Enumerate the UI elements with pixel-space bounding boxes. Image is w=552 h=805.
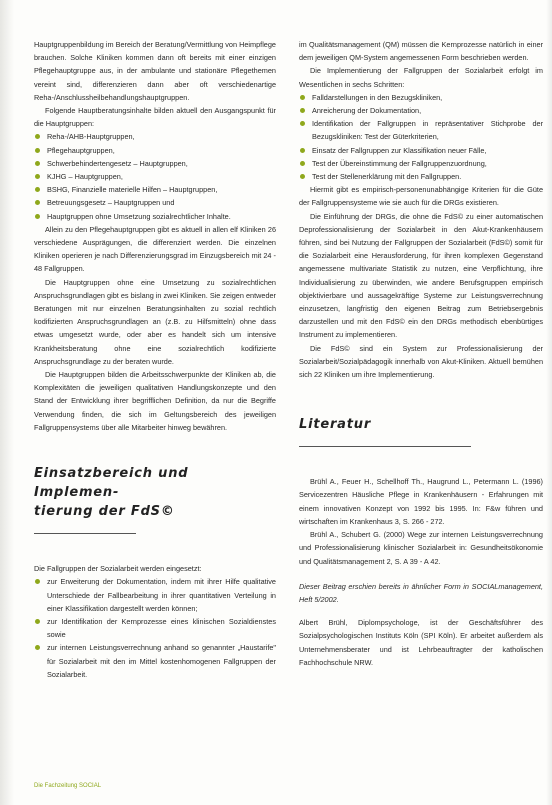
list-item: zur Erweiterung der Dokumentation, indem mit ihrer Hilfe qualitative Unterschiede der Fallbearbeitung in ihrer quantitativen Verteilung in einer Klassifikation dargestellt werden können;	[34, 575, 276, 615]
page-shadow-left	[0, 0, 14, 805]
reference-item: Brühl A., Feuer H., Schellhoff Th., Haugrund L., Petermann L. (1996) Servicezentren Häusliche Pflege in Krankenhäusern - Erfahrungen mit einem innovativen Konzept von 1992 bis 1995. In: F&w führen und wirtschaften im Krankenhaus 3, S. 266 - 272.	[299, 477, 543, 526]
section-heading-einsatzbereich: Einsatzbereich und Implemen- tierung der FdS©	[34, 464, 276, 540]
paragraph-pflege: Allein zu den Pflegehauptgruppen gibt es aktuell in allen elf Kliniken 26 verschiedene Ausprägungen, die differenziert werden. Die einzelnen Kliniken operieren je nach Differenzierungsgrad im Einzugsbereich mit 24 - 48 Fallgruppen.	[34, 224, 276, 274]
list-item: Einsatz der Fallgruppen zur Klassifikation neuer Fälle,	[299, 144, 543, 157]
bullet-icon	[300, 174, 305, 179]
bullet-icon	[35, 200, 40, 205]
bullet-icon	[35, 161, 40, 166]
right-column	[299, 38, 543, 669]
paragraph-intro: Hauptgruppenbildung im Bereich der Beratung/Vermittlung von Heimpflege brauchen. Solche Kliniken kommen dann oft bereits mit einer einzigen Pflegehauptgruppe aus, in der ambulante und stationäre Pflegethemen vereint sind, differenzieren dann aber oft verschiedenartige Reha-/Anschlussheilbehandlungshauptgruppen.	[34, 40, 276, 102]
list-item: Pflegehauptgruppen,	[34, 144, 276, 157]
list-item: Identifikation der Fallgruppen in repräsentativer Stichprobe der Bezugskliniken: Test der Güterkriterien,	[299, 117, 543, 143]
page-footer: Die Fachzeitung SOCIAL	[34, 783, 102, 789]
bullet-icon	[35, 148, 40, 153]
bullet-icon	[300, 95, 305, 100]
paragraph-hiermit: Hiermit gibt es empirisch-personenunabhängige Kriterien für die Güte der Fallgruppensysteme wie sie auch für die DRGs existieren.	[299, 185, 543, 208]
list-item: Falldarstellungen in den Bezugskliniken,	[299, 91, 543, 104]
paragraph-hauptgruppen: Folgende Hauptberatungsinhalte bilden aktuell den Ausgangspunkt für die Hauptgruppen:	[34, 106, 276, 129]
paragraph-implementierung: Die Implementierung der Fallgruppen der Sozialarbeit erfolgt im Wesentlichen in sechs Schritten:	[299, 66, 543, 89]
list-item: zur Identifikation der Kernprozesse eines klinischen Sozialdienstes sowie	[34, 615, 276, 641]
bullet-icon	[300, 161, 305, 166]
paragraph-drgs: Die Einführung der DRGs, die ohne die FdS© zu einer automatischen Deprofessionalisierung der Sozialarbeit in den Akut-Krankenhäusern führen, sind bei Nutzung der Fallgruppen der Sozialarbeit (FdS©) somit für die Sozialarbeit eine Herausforderung, für ihren komplexen Gegenstand angemessene multivariate Statistik zu nutzen, eine Verpflichtung, ihre Individualisierung zu überwinden, wie andere Berufsgruppen empirisch objektivierbare und aussagekräftige Systeme zur Leistungsverrechnung einzusetzen, langfristig den eigenen Beitrag zum Betriebsergebnis darzustellen und mit den FdS© ein den DRGs methodisch ebenbürtiges Instrument zu implementieren.	[299, 211, 543, 340]
paragraph-qm: im Qualitätsmanagement (QM) müssen die Kernprozesse natürlich in einer dem jeweiligen QM-System angemessenen Form beschrieben werden.	[299, 40, 543, 63]
paragraph-fds: Die FdS© sind ein System zur Professionalisierung der Sozialarbeit/Sozialpädagogik innerhalb von Akut-Kliniken. Aktuell bemühen sich 22 Kliniken um ihre Implementierung.	[299, 343, 543, 380]
bullet-icon	[35, 174, 40, 179]
hauptgruppen-list	[34, 130, 276, 222]
paragraph-einsatz: Die Fallgruppen der Sozialarbeit werden eingesetzt:	[34, 564, 202, 574]
list-item: zur internen Leistungsverrechnung anhand so genannter „Haustarife" für Sozialarbeit mit den im Mittel kostenhomogenen Fallgruppen der Sozialarbeit.	[34, 641, 276, 681]
schritte-list	[299, 91, 543, 183]
bullet-icon	[35, 645, 40, 650]
list-item: Test der Übereinstimmung der Fallgruppenzuordnung,	[299, 157, 543, 170]
paragraph-ohne-umsetzung: Die Hauptgruppen ohne eine Umsetzung zu sozialrechtlichen Anspruchsgrundlagen gibt es bislang in zwei Kliniken. Sie zeigen entweder Beratungen mit nur einzelnen Beratungsinhalten zu sozial rechtlich kodifizierten Anspruchsgrundlagen an (z.B. zu Hilfsmitteln) ohne dass etwas umgesetzt wurde, oder aber es handelt sich um intensive Krankheitsberatung ohne eine sozialrechtlich kodifizierte Anspruchsgrundlage zu der beraten wurde.	[34, 277, 276, 366]
bullet-icon	[300, 148, 305, 153]
list-item: Hauptgruppen ohne Umsetzung sozialrechtlicher Inhalte.	[34, 210, 276, 223]
bullet-icon	[35, 187, 40, 192]
list-item: KJHG – Hauptgruppen,	[34, 170, 276, 183]
bullet-icon	[300, 121, 305, 126]
einsatz-list	[34, 575, 276, 681]
list-item: BSHG, Finanzielle materielle Hilfen – Hauptgruppen,	[34, 183, 276, 196]
left-column	[34, 38, 276, 681]
list-item: Schwerbehindertengesetz – Hauptgruppen,	[34, 157, 276, 170]
bullet-icon	[35, 579, 40, 584]
paragraph-hauptgruppen-2: Die Hauptgruppen bilden die Arbeitsschwerpunkte der Kliniken ab, die Komplexitäten die jeweiligen qualitativen Handlungskonzepte und den Stand der Entwicklung ihrer begrifflichen Definition, da nur die Begriffe Verwendung finden, die sich im Geltungsbereich des jeweiligen Fallgruppensystems über alle Mitarbeiter hinweg bewähren.	[34, 370, 276, 432]
reference-item: Brühl A., Schubert G. (2000) Wege zur internen Leistungsverrechnung und Professionalisierung klinischer Sozialarbeit in: Gesundheitsökonomie und Qualitätsmanagement 2, S. A 39 - A 42.	[299, 530, 543, 566]
list-item: Betreuungsgesetz – Hauptgruppen und	[34, 196, 276, 209]
bullet-icon	[35, 619, 40, 624]
list-item: Test der Stellenerklärung mit den Fallgruppen.	[299, 170, 543, 183]
publication-note: Dieser Beitrag erschien bereits in ähnlicher Form in SOCIALmanagement, Heft 5/2002.	[299, 581, 543, 604]
section-heading-literatur: Literatur	[299, 415, 543, 453]
bullet-icon	[300, 108, 305, 113]
list-item: Reha-/AHB-Hauptgruppen,	[34, 130, 276, 143]
list-item: Anreicherung der Dokumentation,	[299, 104, 543, 117]
author-info: Albert Brühl, Diplompsychologe, ist der Geschäftsführer des Sozialpsychologischen Instituts Köln (SPI Köln). Er arbeitet außerdem als Unternehmensberater und ist Lehrbeauftragter der katholischen Fachhochschule NRW.	[299, 618, 543, 667]
bullet-icon	[35, 214, 40, 219]
page-shadow-right	[546, 0, 552, 805]
bullet-icon	[35, 134, 40, 139]
